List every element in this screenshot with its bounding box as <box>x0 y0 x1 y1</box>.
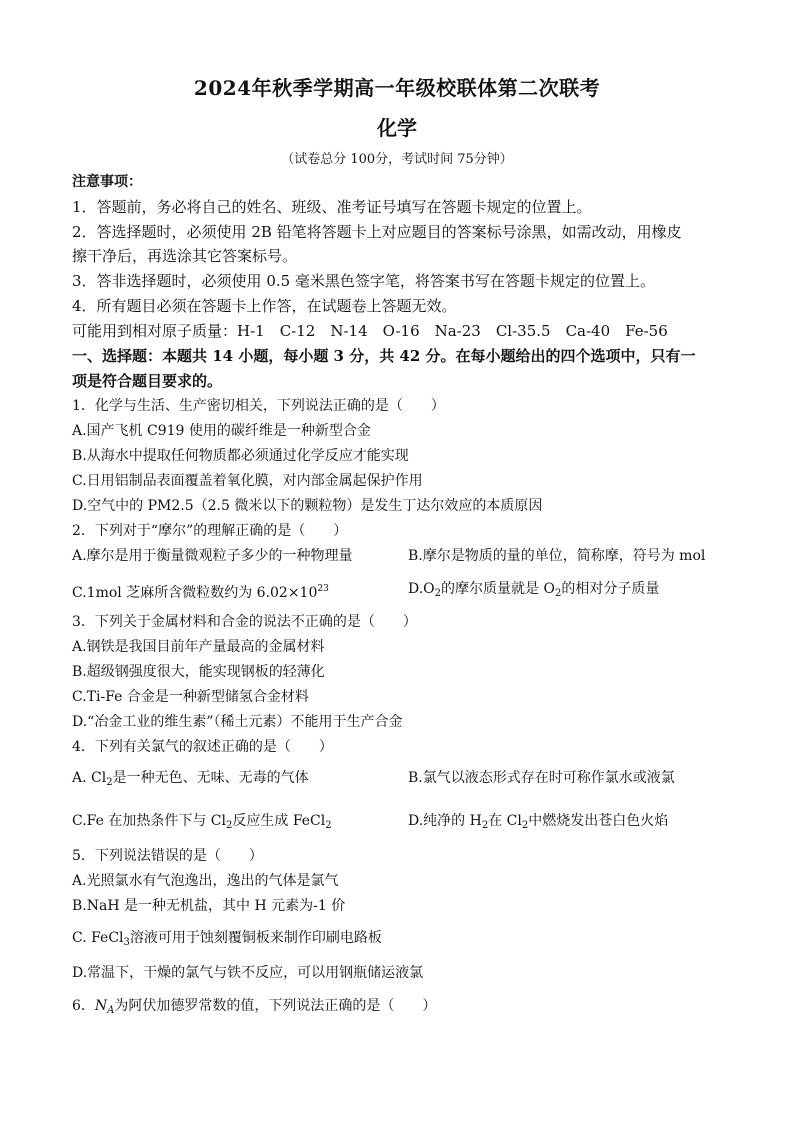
question-5-stem: 5．下列说法错误的是（ ） <box>72 848 263 864</box>
exam-meta: （试卷总分 100分，考试时间 75分钟） <box>281 152 513 167</box>
notice-item-4: 4．所有题目必须在答题卡上作答，在试题卷上答题无效。 <box>72 297 457 315</box>
subscript: 2 <box>106 777 113 788</box>
subscript: 2 <box>481 820 489 831</box>
notice-item-2b: 擦干净后，再选涂其它答案标号。 <box>72 247 298 265</box>
exam-title: 2024年秋季学期高一年级校联体第二次联考 <box>193 76 601 100</box>
subscript: 2 <box>325 820 332 831</box>
question-1-option-b: B.从海水中提取任何物质都必须通过化学反应才能实现 <box>72 448 409 464</box>
question-1-stem: 1．化学与生活、生产密切相关，下列说法正确的是（ ） <box>72 398 445 414</box>
subscript: 3 <box>123 937 130 948</box>
question-4-option-b: B.氯气以液态形式存在时可称作氯水或液氯 <box>408 770 675 786</box>
question-5-option-d: D.常温下，干燥的氯气与铁不反应，可以用钢瓶储运液氯 <box>72 965 424 981</box>
question-2-option-d-part: 的相对分子质量 <box>561 581 660 597</box>
atomic-masses: 可能用到相对原子质量：H-1 C-12 N-14 O-16 Na-23 Cl-35.5 Ca-40 Fe-56 <box>72 322 668 340</box>
question-3-option-d: D.“冶金工业的维生素”（稀土元素）不能用于生产合金 <box>72 714 403 730</box>
question-4-option-d <box>408 811 668 836</box>
question-2-option-c-exponent: 23 <box>317 584 329 594</box>
notice-item-3: 3．答非选择题时，必须使用 0.5 毫米黑色签字笔，将答案书写在答题卡规定的位置上。 <box>72 272 655 290</box>
subscript: 2 <box>226 820 233 831</box>
notice-heading: 注意事项： <box>72 174 142 190</box>
subscript: 2 <box>521 820 529 831</box>
question-4-option-d-part: 在 Cl <box>488 813 522 829</box>
question-2-option-d-part: D.O <box>408 581 435 597</box>
question-5-option-c-part: 溶液可用于蚀刻覆铜板来制作印刷电路板 <box>129 930 382 946</box>
question-2-option-c <box>72 579 329 603</box>
question-3-stem: 3．下列关于金属材料和合金的说法不正确的是（ ） <box>72 614 417 630</box>
question-5-option-a: A.光照氯水有气泡逸出，逸出的气体是氯气 <box>72 873 339 889</box>
question-2-option-a: A.摩尔是用于衡量微观粒子多少的一种物理量 <box>72 548 353 564</box>
question-1-option-d: D.空气中的 PM2.5（2.5 微米以下的颗粒物）是发生丁达尔效应的本质原因 <box>72 498 543 514</box>
question-6-stem <box>72 996 436 1021</box>
question-2-option-d <box>408 579 659 604</box>
subject-title: 化学 <box>377 116 417 140</box>
subscript: 2 <box>554 588 562 599</box>
question-2-stem: 2．下列对于“摩尔”的理解正确的是（ ） <box>72 523 348 539</box>
question-4-stem: 4．下列有关氯气的叙述正确的是（ ） <box>72 739 333 755</box>
notice-item-1: 1．答题前，务必将自己的姓名、班级、准考证号填写在答题卡规定的位置上。 <box>72 198 592 216</box>
question-6-number: 6． <box>72 998 95 1014</box>
question-1-option-a: A.国产飞机 C919 使用的碳纤维是一种新型合金 <box>72 423 371 439</box>
question-4-option-a-part: A. Cl <box>72 770 107 786</box>
question-4-option-c-part: 反应生成 FeCl <box>232 813 326 829</box>
question-4-option-c-part: C.Fe 在加热条件下与 Cl <box>72 813 226 829</box>
question-3-option-a: A.钢铁是我国目前年产量最高的金属材料 <box>72 639 325 655</box>
question-5-option-c <box>72 928 382 953</box>
question-6-stem-text: 为阿伏加德罗常数的值，下列说法正确的是（ ） <box>114 998 437 1014</box>
question-3-option-b: B.超级钢强度很大，能实现钢板的轻薄化 <box>72 664 325 680</box>
section-1-line-2: 项是符合题目要求的。 <box>72 372 223 390</box>
question-2-option-b: B.摩尔是物质的量的单位，简称摩，符号为 mol <box>408 548 706 564</box>
section-1-line-1: 一、选择题：本题共 14 小题，每小题 3 分，共 42 分。在每小题给出的四个选项中，只有一 <box>72 347 696 365</box>
question-2-option-d-part: 的摩尔质量就是 O <box>441 581 555 597</box>
question-5-option-c-part: C. FeCl <box>72 930 124 946</box>
notice-item-2a: 2．答选择题时，必须使用 2B 铅笔将答题卡上对应题目的答案标号涂黑，如需改动，用橡皮 <box>72 223 682 241</box>
subscript: 2 <box>434 588 442 599</box>
subscript: A <box>107 1005 115 1016</box>
question-4-option-a <box>72 768 309 793</box>
question-3-option-c: C.Ti-Fe 合金是一种新型储氢合金材料 <box>72 689 309 705</box>
question-4-option-d-part: 中燃烧发出苍白色火焰 <box>528 813 669 829</box>
question-1-option-c: C.日用铝制品表面覆盖着氧化膜，对内部金属起保护作用 <box>72 473 423 489</box>
question-5-option-b: B.NaH 是一种无机盐，其中 H 元素为-1 价 <box>72 898 346 914</box>
question-2-option-c-text: C.1mol 芝麻所含微粒数约为 6.02×10 <box>72 585 318 601</box>
question-4-option-a-part: 是一种无色、无味、无毒的气体 <box>112 770 309 786</box>
avogadro-symbol: N <box>94 998 108 1014</box>
question-4-option-d-part: D.纯净的 H <box>408 813 482 829</box>
question-4-option-c <box>72 811 332 836</box>
